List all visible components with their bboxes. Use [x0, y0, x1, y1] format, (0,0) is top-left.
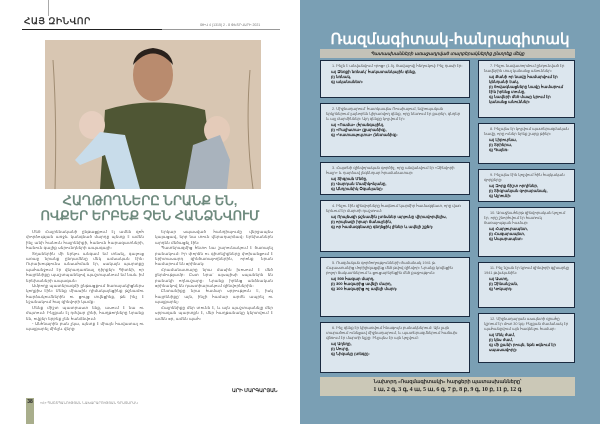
- paragraph: Երկար սպասված հանդիպումը վերջապես կայացավ, երբ նա տուն վերադարձավ։ Երեխաներն արդեն մեծացել էին։: [155, 229, 273, 245]
- answer-option: ա) Մեկ ժամ,: [489, 332, 515, 337]
- author-name: ԱՐԻ ՄԱՐԳԱՐՅԱՆ: [232, 388, 278, 394]
- article-headline: [4, 193, 296, 223]
- answers-label: Նախորդ «Ռազմագիտակի» հարցերի պատասխանները՝: [373, 380, 522, 385]
- headline-line-1: ՀԱՂԹՈՂՆԵՐԸ ՆՐԱՆՔ ԵՆ,: [62, 193, 238, 208]
- paragraph: Մեծ Հայրենականի ընթացքում էլ ամեն զոհ փորձության առջև կանգնած մարդը պետք է ամեն ինչ անի հանուն հայրենիքի, հանուն հարազատների, հանուն գալիք սերունդների ապագայի։: [26, 229, 144, 251]
- answer-option: ա) Տիգրան Մեծը,: [331, 176, 368, 181]
- question-text: 4. Ինչու էին զինվորները հագնում կարմիր համազգեստ, որը վառ երևում էր մարտի դաշտում։: [326, 204, 461, 213]
- question-text: 3. Հայտնի զինվորական գործիչ, որը անվանվում էր «Զինվորի հայր» և դարձավ լեգենդար հրամանատար։: [326, 166, 455, 175]
- answer-option: գ) Գալեռ:: [489, 147, 509, 152]
- question-text: 8. Ինչպես էր կոչվում պատերազմական նավը, որը ուներ երեք շարք թիեր։: [484, 127, 569, 136]
- quiz-question-box: [478, 313, 575, 363]
- answer-option: գ) Կոկարդ:: [489, 286, 513, 291]
- answer-option: ա) Ձեռքի նռնակ՝ հակատանկային զենք,: [331, 69, 417, 74]
- quiz-question-box: [320, 257, 470, 317]
- right-page: [300, 0, 600, 424]
- paragraph: Ամբողջ պատերազմի ընթացքում ծառայակիցներս կողքիս էին։ Մենք միասին դիմակայեցինք թշնամու հարձակումներին ու ցույց տվեցինք, թե ինչ է նշանակում հայ զինվորի կամք։: [26, 283, 144, 305]
- quiz-column-right: [478, 60, 575, 363]
- answer-option: բ) որպեսզի իրար ճանաչեին,: [331, 219, 392, 224]
- question-text: 5. Ռազմական գործողությունների ժամանակ 1941 թ. Հայաստանից մոբիլիզացվեց մեծ թվով զինվոր։ Նրանք կռվեցին բոլոր ճակատներում և ցուցաբերեցին մեծ քաջություն։: [326, 261, 453, 275]
- answer-option: գ) Նիզակը (տեգը):: [331, 351, 370, 356]
- page-footer: «Հ» ՊԱՇՏՊԱՆՈՒԹՅԱՆ ՆԱԽԱՐԱՐՈՒԹՅԱՆ ԳՐԱՏԱՐԱԿ: [40, 401, 138, 405]
- answer-option: ա) Հարյուրապետ,: [489, 226, 528, 231]
- paragraph: Մենք միշտ պատրաստ ենք, ասում է նա ու ժպտում։ Ինչքան էլ դժվար լինի, հաղթողները նրանք են, ովքեր երբեք չեն հանձնվում։: [26, 304, 144, 321]
- paragraph: - Անհնարին բան չկա, պետք է միայն հավատալ ու պայքարել մինչև վերջ։: [26, 320, 144, 332]
- paragraph: Տղաներին մի երկու անգամ եմ տեսել, գալուց առաջ նրանք ընդամենը մեկ ամսական էին։ Ուրախությունս անսահման էր, սակայն պարտքը պահանջում էր վերադառնալ դիրքեր։ Գիտեի, որ հայրենիքը պաշտպանելով պաշտպանում եմ նաև իմ երեխաների ապագան։: [26, 250, 144, 283]
- logo-decoration: [48, 0, 49, 16]
- paragraph: Հրամանատարը նրա մասին խոսում է մեծ ջերմությամբ։ Ըստ նրա՝ այսպիսի սպաներն են բանակի ողնաշարը։ Նրանք իրենց անձնական օրինակով են դաստիարակում զինվորներին։: [155, 266, 273, 289]
- header-rule: [22, 29, 162, 30]
- answer-option: ա) Որպեսզի թշնամին չտեսներ արյունը վիրավորվելիս,: [331, 214, 447, 219]
- question-text: 1. Ինչն է անվանվում «բոց» (1.5լ. ծավալով) հեղուկով։ Ինչ դասի էր։: [332, 64, 463, 68]
- answer-option: գ) Սպարապետ:: [489, 236, 523, 241]
- quiz-title: Ռազմագիտակ-հանրագիտակ: [330, 31, 570, 48]
- answer-option: բ) «Բալիստա» (քարաձիգ),: [331, 127, 387, 132]
- answer-option: բ) ծովագնացները նավը համարում էին իրենց տունը,: [489, 84, 564, 94]
- quiz-question-box: [478, 169, 575, 202]
- answer-option: ա) «Ռամա» (հրաձգային),: [331, 122, 385, 127]
- article-column-1: [26, 229, 144, 332]
- header-rule-light: [162, 29, 280, 30]
- question-text: 7. Ինչու նավատորմում ընդունված էր նավերին տալ կանանց անուններ։: [484, 64, 565, 73]
- answers-list: 1 ա, 2 գ, 3 գ, 4 ա, 5 ա, 6 գ, 7 բ, 8 բ, 9 գ, 10 բ, 11 բ, 12 գ: [373, 387, 522, 393]
- answers-box: [320, 377, 575, 396]
- quiz-question-box: [478, 262, 575, 308]
- paragraph: Հայրենիքը մեր տունն է, և այն պաշտպանելը մեր սրբազան պարտքն է, մեր հաղթանակը կերտվում է ամեն օր, ամեն պահ։: [155, 304, 273, 321]
- question-text: 11. Ինչ նշան էր կրում զինվորի գլխարկը 1941 թվականին։: [484, 266, 569, 275]
- question-text: 10. Առաջնահերթ զինվորական կոչում էր, որը շնորհվում էր հատուկ ծառայության համար։: [484, 211, 566, 225]
- answer-option: գ) 100 հազարից ոչ ավելի մարդ:: [331, 286, 398, 291]
- question-text: 6. Ինչ զենք էր կիրառվում հնագույն բանակներում։ Այն լայն տարածում ունեցավ միջնադարում, և պատերազմներում հաճախ վճռում էր մարտի ելքը։ Ինչպես էր այն կոչվում։: [326, 326, 458, 340]
- quiz-questions: [320, 60, 575, 373]
- quiz-area: [320, 60, 575, 396]
- quiz-question-box: [478, 207, 575, 257]
- question-text: 2. Միջնադարում՝ հատկապես Ռուսիայում, եվրոպական երկրներում լայնորեն կիրառվող զենք, որը նետում էր քարեր, գնդեր և այլ մարմիններ։ Այդ զենքը կոչվում էր։: [326, 107, 461, 121]
- answer-option: ա) Աստղ,: [489, 276, 509, 281]
- magazine-logo: ՀԱՅ ԶԻՆՎՈՐ: [24, 16, 91, 26]
- answer-option: ա) Զորք ճիշտ որդիներ,: [489, 183, 539, 188]
- answer-option: գ) մի քանի րոպե, եթե օգնում էր սպասավորը:: [489, 342, 556, 352]
- answer-option: գ) Անդրանիկ Օզանյանը:: [331, 186, 383, 191]
- answer-option: ա) 500 հազար մարդ,: [331, 276, 375, 281]
- quiz-question-box: [478, 60, 575, 118]
- article-photo: [45, 40, 261, 189]
- answer-option: բ) Զինանշան,: [489, 281, 519, 286]
- answer-option: բ) Վարդան Մամիկոնյանը,: [331, 181, 387, 186]
- answer-option: գ) ականանետ:: [331, 79, 364, 84]
- quiz-question-box: [320, 162, 470, 195]
- quiz-column-left: [320, 60, 470, 373]
- answer-option: գ) «Կատապուլտա» (նետաձիգ):: [331, 132, 398, 137]
- answer-option: ա) Աղեղը,: [331, 341, 352, 346]
- quiz-question-box: [320, 60, 470, 98]
- quiz-question-box: [478, 123, 575, 164]
- answer-option: գ) Այրուձի:: [489, 193, 512, 198]
- headline-line-2: ՈՎՔԵՐ ԵՐԲԵՔ ՉԵՆ ՀԱՆՁՆՎՈՒՄ: [40, 208, 260, 223]
- answer-option: բ) կես ժամ,: [489, 337, 513, 342]
- quiz-question-box: [320, 200, 470, 252]
- answer-option: բ) 300 հազարից ավելի մարդ,: [331, 281, 392, 286]
- answer-option: բ) Սուրը,: [331, 346, 350, 351]
- question-text: 12. Միջնադարյան ասպետի զրահը կշռում էր մոտ 30 կգ։ Ինչքան ժամանակ էր պահանջվում այն հագնելու համար։: [484, 317, 569, 331]
- answer-option: բ) Տիգրանյան զորաբանակ,: [489, 188, 548, 193]
- page-number: 38: [26, 398, 34, 424]
- issue-info: ԹԻՎ 4 (1315) 2 - 8 ՓԵՏՐՎԱՐԻ 2021: [200, 23, 261, 27]
- question-text: 9. Ինչպես էին կոչվում հին հայկական զորքերը։: [484, 173, 565, 182]
- quiz-question-box: [320, 103, 470, 157]
- answer-option: գ) նավերի մեծ մասը կրում էր կանանց անուններ:: [489, 94, 551, 104]
- answer-option: բ) Տրիերա,: [489, 142, 512, 147]
- answer-option: բ) Հազարապետ,: [489, 231, 526, 236]
- answer-option: բ) նռնակ,: [331, 74, 352, 79]
- answer-option: ա) Քանի որ նավը համարվում էր կենդանի էակ,: [489, 74, 558, 84]
- quiz-question-box: [320, 322, 470, 373]
- answer-option: ա) Լիբուրնա,: [489, 137, 517, 142]
- quiz-subtitle: Պատասխանների առաջադրված տարբերակներից ընտրեք մեկը: [320, 49, 575, 58]
- paragraph: Ընտանիքը նրա համար սրբություն է, իսկ հայրենիքը՝ այն, ինչի համար արժե ապրել ու պայքարել։: [155, 288, 273, 305]
- paragraph: Պատերազմից հետո նա շարունակում է ծառայել բանակում։ Իր փորձն ու գիտելիքները փոխանցում է երիտասարդ զինծառայողներին, որոնք նրան համարում են օրինակ։: [155, 245, 273, 267]
- answer-option: գ) որ համազգեստը գեղեցիկ լիներ և ավելի շքեղ:: [331, 224, 434, 229]
- article-column-2: [155, 229, 273, 321]
